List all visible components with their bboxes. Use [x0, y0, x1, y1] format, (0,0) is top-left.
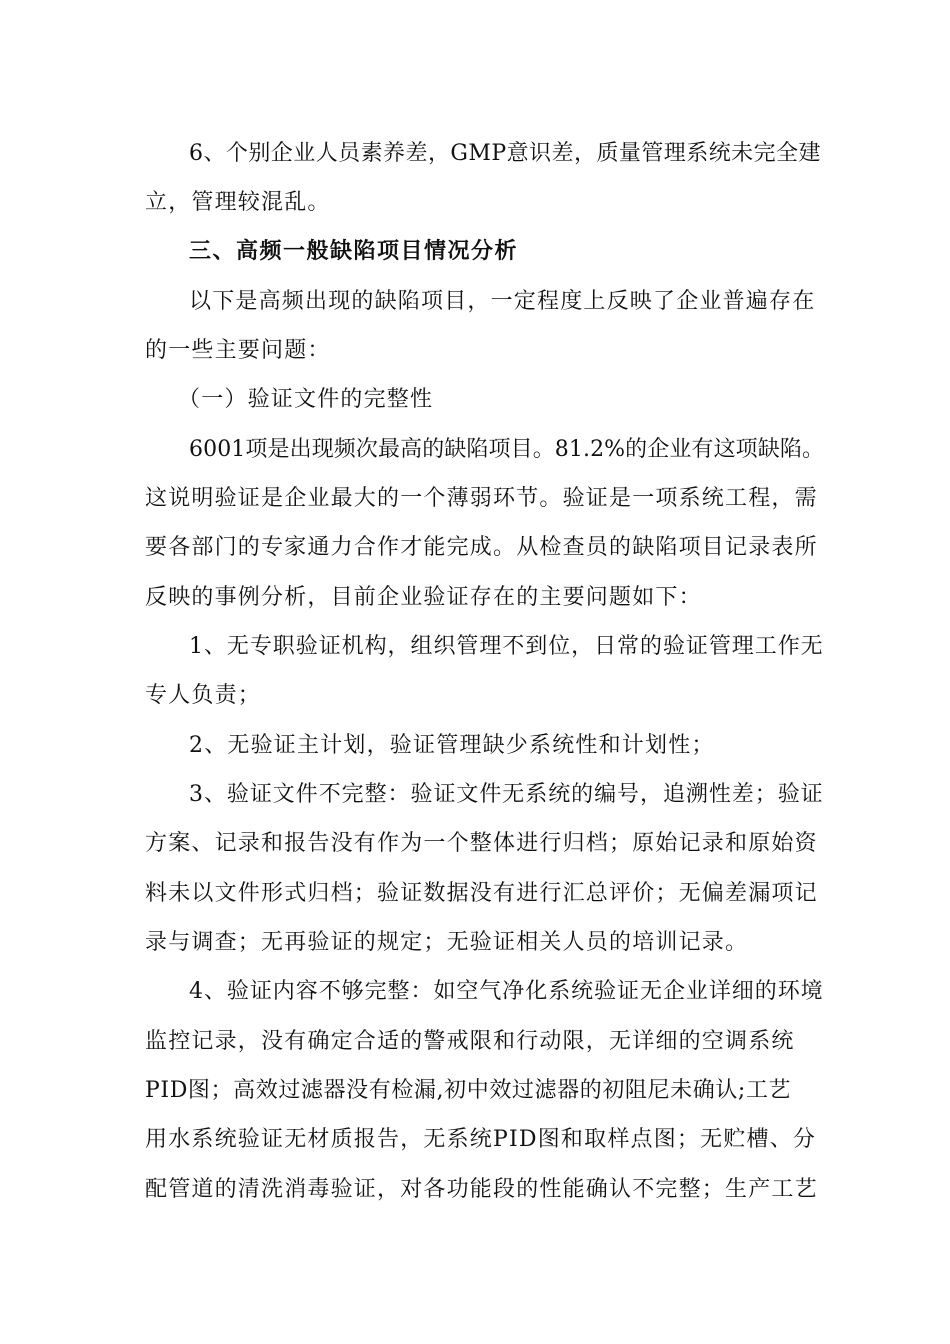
paragraph-line: 料未以文件形式归档；验证数据没有进行汇总评价；无偏差漏项记: [145, 881, 818, 906]
paragraph-line: 这说明验证是企业最大的一个薄弱环节。验证是一项系统工程，需: [145, 486, 818, 511]
paragraph-line: 1、无专职验证机构，组织管理不到位，日常的验证管理工作无: [189, 634, 824, 659]
paragraph-line: 3、验证文件不完整：验证文件无系统的编号，追溯性差；验证: [189, 782, 824, 807]
paragraph-line: 2、无验证主计划，验证管理缺少系统性和计划性；: [189, 733, 715, 758]
paragraph-line: 的一些主要问题：: [145, 338, 331, 363]
paragraph-line: 要各部门的专家通力合作才能完成。从检查员的缺陷项目记录表所: [145, 535, 818, 560]
paragraph-line: 录与调查；无再验证的规定；无验证相关人员的培训记录。: [145, 930, 749, 955]
paragraph-line: 用水系统验证无材质报告，无系统PID图和取样点图；无贮槽、分: [145, 1127, 817, 1152]
paragraph-line: 配管道的清洗消毒验证，对各功能段的性能确认不完整；生产工艺: [145, 1177, 818, 1202]
paragraph-line: 立，管理较混乱。: [145, 190, 331, 215]
paragraph-line: 6、个别企业人员素养差，GMP意识差，质量管理系统未完全建: [189, 141, 821, 166]
paragraph-line: 4、验证内容不够完整：如空气净化系统验证无企业详细的环境: [189, 979, 824, 1004]
paragraph-line: PID图；高效过滤器没有检漏,初中效过滤器的初阻尼未确认;工艺: [145, 1078, 792, 1103]
paragraph-line: 监控记录，没有确定合适的警戒限和行动限，无详细的空调系统: [145, 1029, 795, 1054]
paragraph-line: 方案、记录和报告没有作为一个整体进行归档；原始记录和原始资: [145, 831, 818, 856]
paragraph-line: 6001项是出现频次最高的缺陷项目。81.2%的企业有这项缺陷。: [189, 437, 825, 462]
paragraph-line: 以下是高频出现的缺陷项目，一定程度上反映了企业普遍存在: [189, 289, 816, 314]
paragraph-line: 专人负责；: [145, 683, 262, 708]
section-heading: 三、高频一般缺陷项目情况分析: [189, 238, 519, 264]
subsection-heading: （一）验证文件的完整性: [178, 387, 434, 412]
paragraph-line: 反映的事例分析，目前企业验证存在的主要问题如下：: [145, 585, 702, 610]
